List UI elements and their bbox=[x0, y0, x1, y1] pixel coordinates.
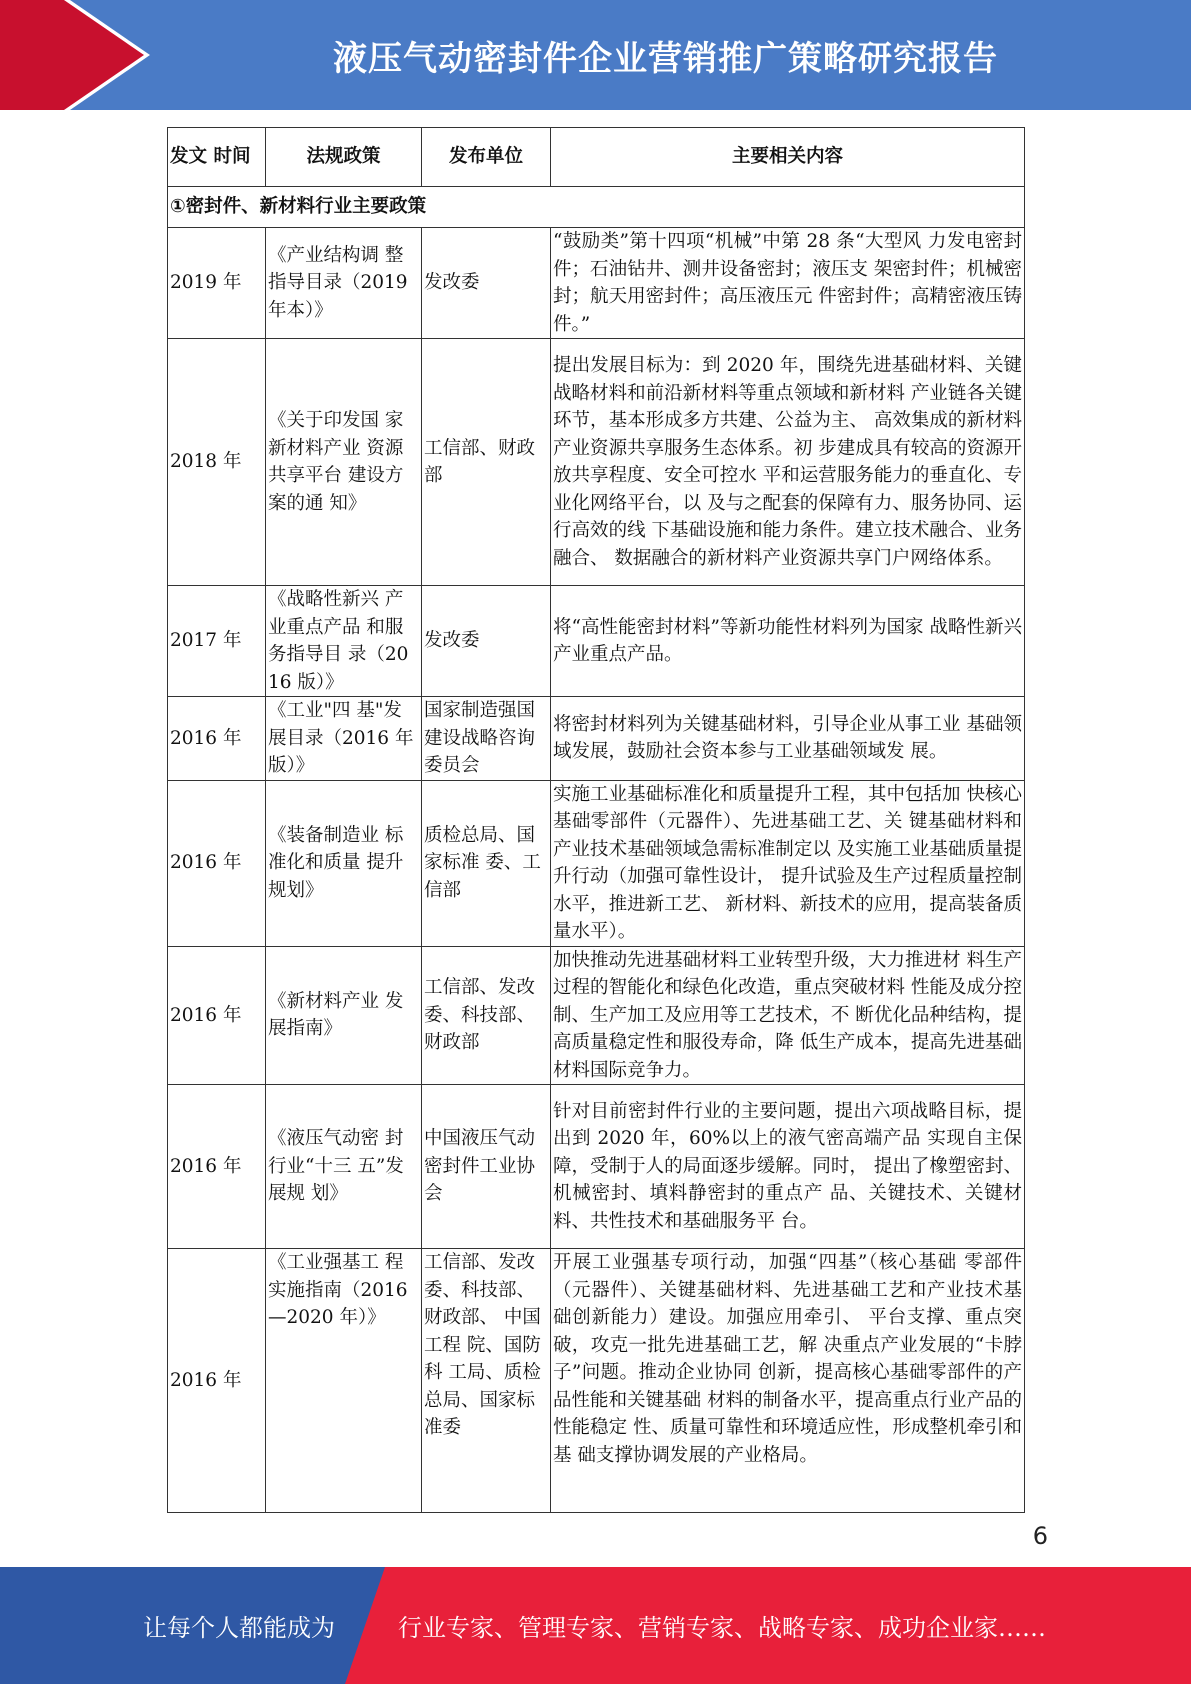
cell-content: 将密封材料列为关键基础材料，引导企业从事工业 基础领域发展，鼓励社会资本参与工业基础领域发 展。 bbox=[551, 697, 1025, 781]
header-law: 法规政策 bbox=[266, 128, 422, 187]
header-org: 发布单位 bbox=[422, 128, 551, 187]
policy-table bbox=[167, 127, 1025, 1513]
cell-content: 加快推动先进基础材料工业转型升级，大力推进材 料生产过程的智能化和绿色化改造，重点突破材料 性能及成分控制、生产加工及应用等工艺技术，不 断优化品种结构，提高质量稳定性和服役寿命，降 低生产成本，提高先进基础材料国际竞争力。 bbox=[551, 946, 1025, 1085]
cell-year: 2016 年 bbox=[168, 780, 266, 946]
table-row bbox=[168, 228, 1025, 339]
page-number: 6 bbox=[1032, 1522, 1048, 1550]
cell-org: 工信部、发改委、科技部、财政部、 中国工程 院、国防科 工局、质检 总局、国家标准委 bbox=[422, 1249, 551, 1513]
cell-content: 将“高性能密封材料”等新功能性材料列为国家 战略性新兴产业重点产品。 bbox=[551, 586, 1025, 697]
footer-slogan-right: 行业专家、管理专家、营销专家、战略专家、成功企业家…… bbox=[398, 1614, 1046, 1642]
cell-org: 工信部、发改委、科技部、财政部 bbox=[422, 946, 551, 1085]
footer-slogan-left: 让每个人都能成为 bbox=[143, 1614, 335, 1642]
cell-law: 《工业"四 基"发展目录（2016 年版）》 bbox=[266, 697, 422, 781]
cell-content: “鼓励类”第十四项“机械”中第 28 条“大型风 力发电密封件；石油钻井、测井设备密封；液压支 架密封件；机械密封；航天用密封件；高压液压元 件密封件；高精密液压铸件。” bbox=[551, 228, 1025, 339]
footer-banner bbox=[0, 1567, 1191, 1684]
cell-law: 《战略性新兴 产业重点产品 和服务指导目 录（2016 版）》 bbox=[266, 586, 422, 697]
table-row bbox=[168, 339, 1025, 586]
cell-law: 《液压气动密 封行业“十三 五”发展规 划》 bbox=[266, 1085, 422, 1249]
section-row bbox=[168, 187, 1025, 228]
cell-year: 2016 年 bbox=[168, 946, 266, 1085]
table-header-row bbox=[168, 128, 1025, 187]
cell-law: 《装备制造业 标准化和质量 提升规划》 bbox=[266, 780, 422, 946]
section-title: ①密封件、新材料行业主要政策 bbox=[168, 187, 1025, 228]
cell-law: 《产业结构调 整指导目录（2019 年本）》 bbox=[266, 228, 422, 339]
table-row bbox=[168, 586, 1025, 697]
cell-year: 2017 年 bbox=[168, 586, 266, 697]
cell-org: 工信部、财政部 bbox=[422, 339, 551, 586]
cell-year: 2016 年 bbox=[168, 697, 266, 781]
table-row bbox=[168, 1249, 1025, 1513]
cell-year: 2018 年 bbox=[168, 339, 266, 586]
page-title: 液压气动密封件企业营销推广策略研究报告 bbox=[333, 38, 998, 79]
cell-org: 国家制造强国建设战略咨询委员会 bbox=[422, 697, 551, 781]
header-banner bbox=[0, 0, 1191, 110]
cell-content: 针对目前密封件行业的主要问题，提出六项战略目标，提出到 2020 年，60%以上的液气密高端产品 实现自主保障，受制于人的局面逐步缓解。同时， 提出了橡塑密封、机械密封、填料静密封的重点产 品、关键技术、关键材料、共性技术和基础服务平 台。 bbox=[551, 1085, 1025, 1249]
table-row bbox=[168, 1085, 1025, 1249]
cell-org: 发改委 bbox=[422, 228, 551, 339]
cell-content: 开展工业强基专项行动，加强“四基”（核心基础 零部件（元器件）、关键基础材料、先进基础工艺和产业技术基础创新能力）建设。加强应用牵引、 平台支撑、重点突破，攻克一批先进基础工艺，解 决重点产业发展的“卡脖子”问题。推动企业协同 创新，提高核心基础零部件的产品性能和关键基础 材料的制备水平，提高重点行业产品的性能稳定 性、质量可靠性和环境适应性，形成整机牵引和基 础支撑协调发展的产业格局。 bbox=[551, 1249, 1025, 1513]
cell-org: 发改委 bbox=[422, 586, 551, 697]
cell-content: 提出发展目标为：到 2020 年，围绕先进基础材料、关键战略材料和前沿新材料等重点领域和新材料 产业链各关键环节，基本形成多方共建、公益为主、 高效集成的新材料产业资源共享服务生态体系。初 步建成具有较高的资源开放共享程度、安全可控水 平和运营服务能力的垂直化、专业化网络平台，以 及与之配套的保障有力、服务协同、运行高效的线 下基础设施和能力条件。建立技术融合、业务融合、 数据融合的新材料产业资源共享门户网络体系。 bbox=[551, 339, 1025, 586]
header-content: 主要相关内容 bbox=[551, 128, 1025, 187]
cell-law: 《工业强基工 程实施指南（2016—2020 年）》 bbox=[266, 1249, 422, 1513]
header-time: 发文 时间 bbox=[168, 128, 266, 187]
cell-content: 实施工业基础标准化和质量提升工程，其中包括加 快核心基础零部件（元器件）、先进基础工艺、关 键基础材料和产业技术基础领域急需标准制定以 及实施工业基础质量提升行动（加强可靠性设计， 提升试验及生产过程质量控制水平，推进新工艺、 新材料、新技术的应用，提高装备质量水平）。 bbox=[551, 780, 1025, 946]
table-row bbox=[168, 780, 1025, 946]
cell-org: 质检总局、国家标准 委、工信部 bbox=[422, 780, 551, 946]
cell-law: 《关于印发国 家新材料产业 资源共享平台 建设方案的通 知》 bbox=[266, 339, 422, 586]
header-chevron-arrow-icon bbox=[0, 0, 150, 110]
cell-law: 《新材料产业 发展指南》 bbox=[266, 946, 422, 1085]
cell-year: 2016 年 bbox=[168, 1085, 266, 1249]
cell-year: 2019 年 bbox=[168, 228, 266, 339]
table-row bbox=[168, 946, 1025, 1085]
table-row bbox=[168, 697, 1025, 781]
cell-org: 中国液压气动密封件工业协会 bbox=[422, 1085, 551, 1249]
cell-year: 2016 年 bbox=[168, 1249, 266, 1513]
